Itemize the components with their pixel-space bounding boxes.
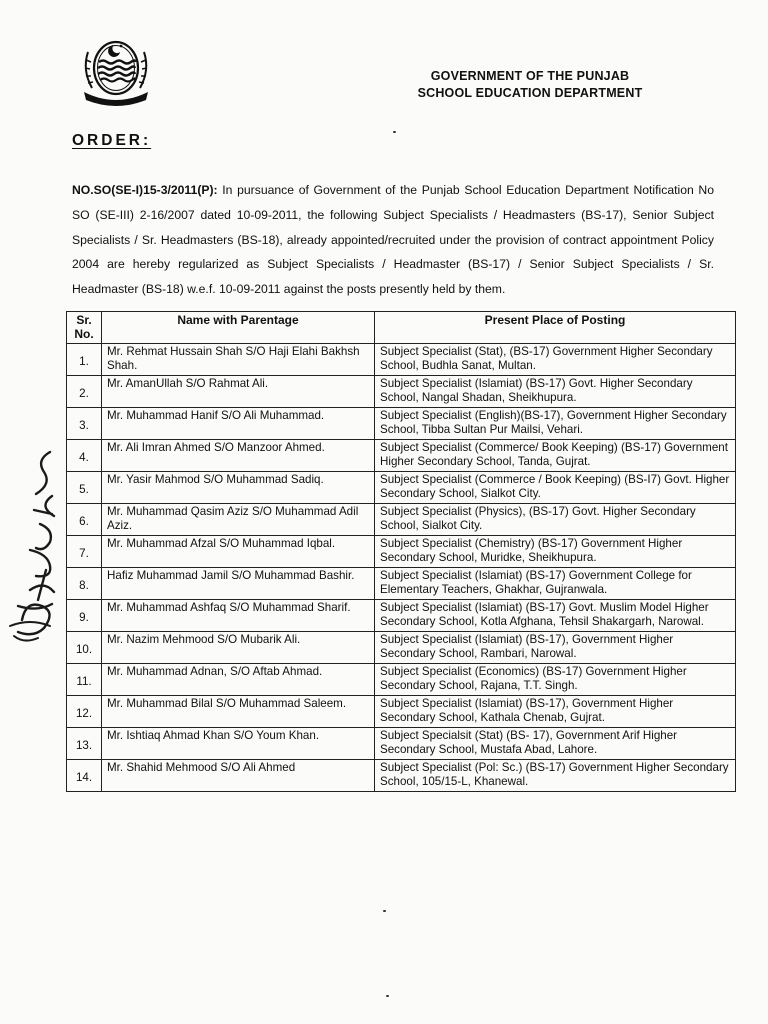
row-sr-no: 5. [67, 472, 102, 504]
row-sr-no: 6. [67, 504, 102, 536]
header-sr-no: Sr. No. [67, 312, 102, 344]
table-row [67, 632, 736, 664]
department-header [330, 68, 730, 102]
order-reference-number: NO.SO(SE-I)15-3/2011(P): [72, 183, 218, 197]
row-sr-no: 14. [67, 760, 102, 792]
table-row [67, 760, 736, 792]
table-row [67, 600, 736, 632]
row-posting: Subject Specialist (Islamiat) (BS-17) Govt. Higher Secondary School, Nangal Shadan, Sheikhupura. [375, 376, 736, 408]
row-sr-no: 12. [67, 696, 102, 728]
row-name: Mr. Muhammad Adnan, S/O Aftab Ahmad. [102, 664, 375, 696]
row-posting: Subject Specialist (Commerce / Book Keeping) (BS-I7) Govt. Higher Secondary School, Sialkot City. [375, 472, 736, 504]
row-name: Mr. Ali Imran Ahmed S/O Manzoor Ahmed. [102, 440, 375, 472]
table-row [67, 408, 736, 440]
row-name: Mr. Muhammad Qasim Aziz S/O Muhammad Adil Aziz. [102, 504, 375, 536]
table-row [67, 376, 736, 408]
row-name: Mr. AmanUllah S/O Rahmat Ali. [102, 376, 375, 408]
table-row [67, 536, 736, 568]
row-sr-no: 13. [67, 728, 102, 760]
row-sr-no: 2. [67, 376, 102, 408]
table-row [67, 344, 736, 376]
header-name: Name with Parentage [102, 312, 375, 344]
row-posting: Subject Specialist (Islamiat) (BS-17), Government Higher Secondary School, Rambari, Narowal. [375, 632, 736, 664]
row-sr-no: 7. [67, 536, 102, 568]
table-row [67, 696, 736, 728]
row-posting: Subject Specialsit (Stat) (BS- 17), Government Arif Higher Secondary School, Mustafa Abad, Lahore. [375, 728, 736, 760]
order-heading: ORDER: [72, 132, 152, 149]
row-posting: Subject Specialist (Stat), (BS-17) Government Higher Secondary School, Budhla Sanat, Multan. [375, 344, 736, 376]
speck [393, 131, 396, 133]
row-posting: Subject Specialist (Islamiat) (BS-17) Govt. Muslim Model Higher Secondary School, Kotla Afghana, Tehsil Shakargarh, Narowal. [375, 600, 736, 632]
row-name: Mr. Muhammad Hanif S/O Ali Muhammad. [102, 408, 375, 440]
row-name: Mr. Shahid Mehmood S/O Ali Ahmed [102, 760, 375, 792]
row-name: Mr. Yasir Mahmod S/O Muhammad Sadiq. [102, 472, 375, 504]
table-row [67, 504, 736, 536]
government-title: GOVERNMENT OF THE PUNJAB [430, 69, 630, 83]
department-title: SCHOOL EDUCATION DEPARTMENT [417, 86, 643, 100]
handwritten-initials-icon [0, 440, 70, 670]
row-name: Mr. Muhammad Bilal S/O Muhammad Saleem. [102, 696, 375, 728]
row-posting: Subject Specialist (Physics), (BS-17) Govt. Higher Secondary School, Sialkot City. [375, 504, 736, 536]
order-text: In pursuance of Government of the Punjab School Education Department Notification No SO (SE-III) 2-16/2007 dated 10-09-2011, the following Subject Specialists / Headmasters (BS-17), Senior Subject Specialists / Sr. Headmasters (BS-18), already appointed/recruited under the provision of contract appointment Policy 2004 are hereby regularized as Subject Specialists / Headmaster (BS-17) / Senior Subject Specialists / Sr. Headmaster (BS-18) w.e.f. 10-09-2011 against the posts presently held by them. [72, 183, 714, 297]
row-posting: Subject Specialist (English)(BS-17), Government Higher Secondary School, Tibba Sultan Pur Mailsi, Vehari. [375, 408, 736, 440]
row-name: Mr. Ishtiaq Ahmad Khan S/O Youm Khan. [102, 728, 375, 760]
row-name: Mr. Rehmat Hussain Shah S/O Haji Elahi Bakhsh Shah. [102, 344, 375, 376]
row-sr-no: 1. [67, 344, 102, 376]
table-row [67, 440, 736, 472]
row-posting: Subject Specialist (Commerce/ Book Keeping) (BS-17) Government Higher Secondary School, Tanda, Gujrat. [375, 440, 736, 472]
row-posting: Subject Specialist (Chemistry) (BS-17) Government Higher Secondary School, Muridke, Sheikhupura. [375, 536, 736, 568]
posting-table [66, 311, 736, 792]
order-paragraph [72, 178, 714, 302]
speck [386, 995, 389, 997]
row-sr-no: 3. [67, 408, 102, 440]
punjab-government-seal-icon [70, 32, 162, 110]
header-posting: Present Place of Posting [375, 312, 736, 344]
row-sr-no: 9. [67, 600, 102, 632]
row-posting: Subject Specialist (Pol: Sc.) (BS-17) Government Higher Secondary School, 105/15-L, Khanewal. [375, 760, 736, 792]
table-row [67, 472, 736, 504]
row-sr-no: 8. [67, 568, 102, 600]
row-posting: Subject Specialist (Islamiat) (BS-17), Government Higher Secondary School, Kathala Chenab, Gujrat. [375, 696, 736, 728]
row-sr-no: 11. [67, 664, 102, 696]
table-row [67, 664, 736, 696]
row-sr-no: 10. [67, 632, 102, 664]
row-posting: Subject Specialist (Economics) (BS-17) Government Higher Secondary School, Rajana, T.T. Singh. [375, 664, 736, 696]
row-name: Mr. Muhammad Afzal S/O Muhammad Iqbal. [102, 536, 375, 568]
table-row [67, 568, 736, 600]
speck [383, 910, 386, 912]
row-name: Mr. Muhammad Ashfaq S/O Muhammad Sharif. [102, 600, 375, 632]
table-header-row [67, 312, 736, 344]
row-name: Mr. Nazim Mehmood S/O Mubarik Ali. [102, 632, 375, 664]
row-posting: Subject Specialist (Islamiat) (BS-17) Government College for Elementary Teachers, Ghakhar, Gujranwala. [375, 568, 736, 600]
table-row [67, 728, 736, 760]
row-sr-no: 4. [67, 440, 102, 472]
row-name: Hafiz Muhammad Jamil S/O Muhammad Bashir. [102, 568, 375, 600]
